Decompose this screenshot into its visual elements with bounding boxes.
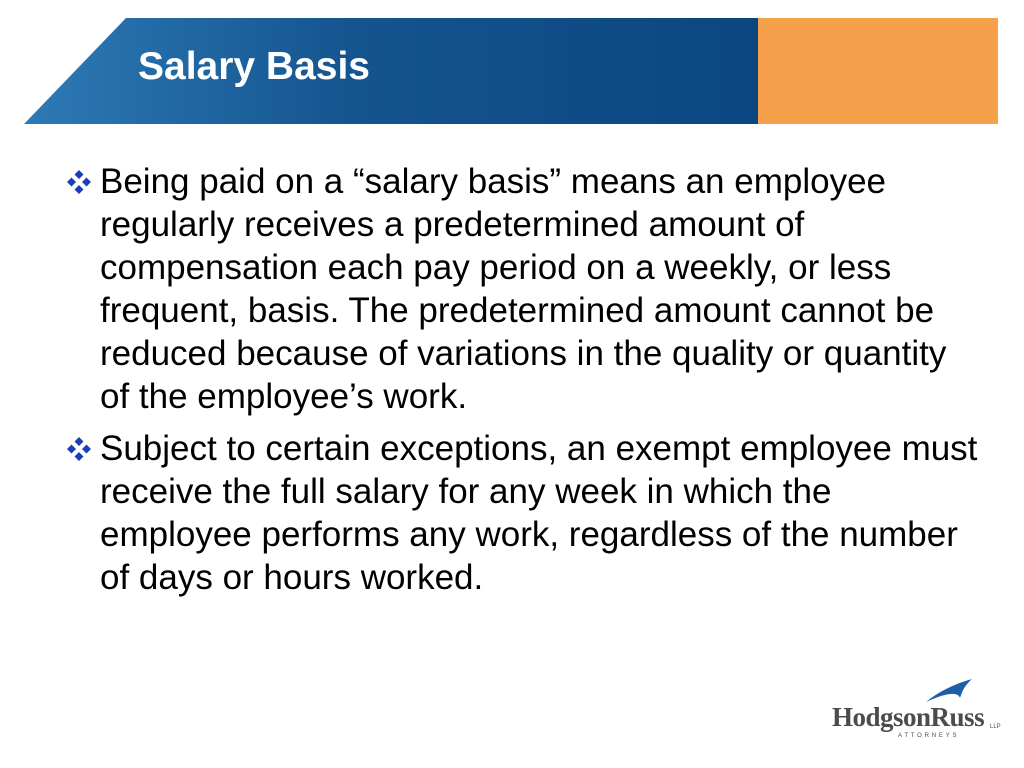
bullet-item	[62, 160, 982, 418]
bullet-item	[62, 427, 982, 599]
logo-wordmark: HodgsonRuss	[832, 702, 985, 732]
slide-title: Salary Basis	[138, 45, 371, 88]
logo-subtitle: ATTORNEYS	[898, 733, 960, 739]
swoosh-icon	[924, 678, 974, 704]
diamond-bullet-icon	[66, 436, 92, 462]
bullet-list	[62, 160, 982, 608]
logo-suffix: LLP	[990, 724, 1001, 730]
company-logo	[832, 678, 1012, 744]
bullet-text: Subject to certain exceptions, an exempt employee must receive the full salary for any week in which the employee performs any work, regardless of the number of days or hours worked.	[100, 429, 978, 597]
diamond-bullet-icon	[66, 169, 92, 195]
bullet-text: Being paid on a “salary basis” means an employee regularly receives a predetermined amount of compensation each pay period on a weekly, or less frequent, basis. The predetermined amount cannot be reduced because of variations in the quality or quantity of the employee’s work.	[100, 162, 947, 416]
